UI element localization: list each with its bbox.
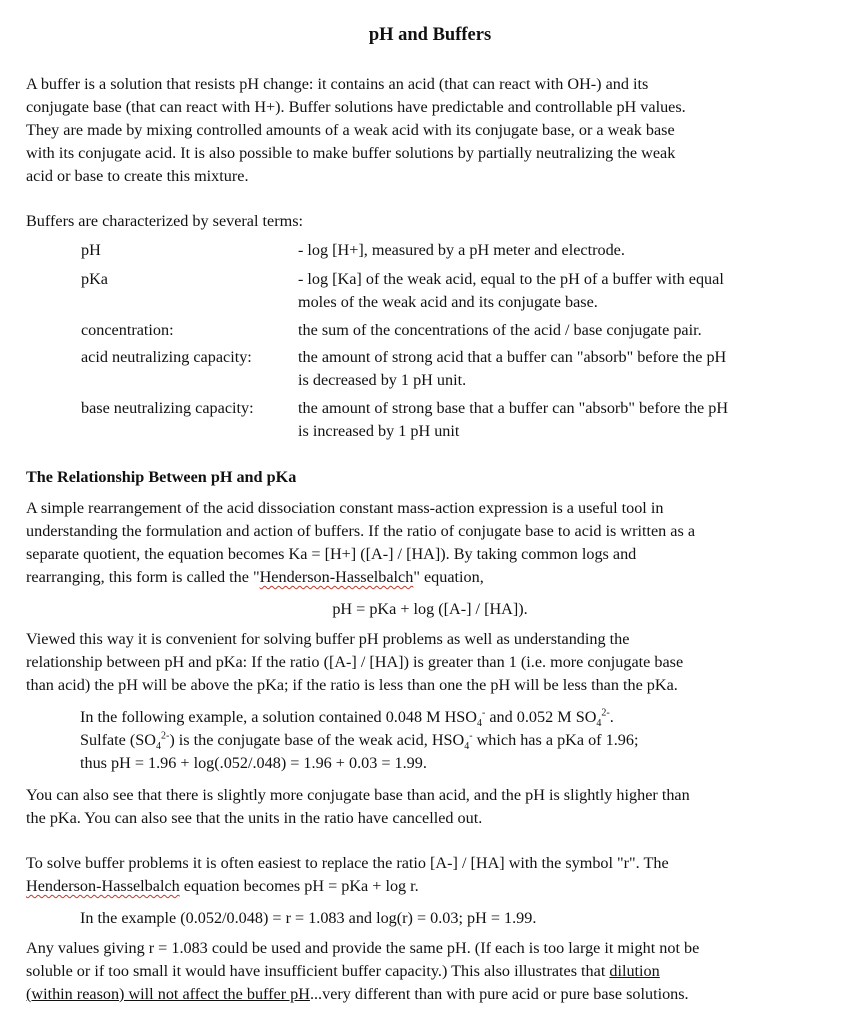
also-line: You can also see that there is slightly more conjugate base than acid, and the pH is slightly higher than	[26, 786, 690, 804]
viewed-line: than acid) the pH will be above the pKa; if the ratio is less than one the pH will be less than the pKa.	[26, 676, 678, 694]
term-label: base neutralizing capacity:	[81, 399, 254, 417]
intro-line: acid or base to create this mixture.	[26, 167, 249, 185]
final-line: Any values giving r = 1.083 could be used and provide the same pH. (If each is too large it might not be	[26, 939, 700, 957]
example-line: thus pH = 1.96 + log(.052/.048) = 1.96 + 0.03 = 1.99.	[80, 754, 427, 772]
term-definition-line: moles of the weak acid and its conjugate base.	[298, 293, 598, 311]
intro-line: with its conjugate acid. It is also possible to make buffer solutions by partially neutralizing the weak	[26, 144, 676, 162]
text-segment: " equation,	[413, 568, 484, 586]
also-paragraph	[26, 784, 826, 830]
example-block	[80, 706, 820, 775]
term-definition-line: is decreased by 1 pH unit.	[298, 371, 467, 389]
hh-equation: pH = pKa + log ([A-] / [HA]).	[332, 600, 528, 618]
relationship-paragraph	[26, 497, 826, 589]
term-definition	[298, 268, 798, 314]
text-segment: In the following example, a solution contained 0.048 M HSO	[80, 708, 477, 726]
henderson-hasselbalch-term: Henderson-Hasselbalch	[26, 877, 180, 895]
example-line	[80, 729, 820, 752]
also-line: the pKa. You can also see that the units in the ratio have cancelled out.	[26, 809, 483, 827]
subscript: 4	[464, 741, 470, 753]
term-label: concentration:	[81, 321, 174, 339]
superscript: 2-	[160, 730, 170, 742]
subscript: 4	[476, 718, 482, 730]
subscript: 4	[155, 741, 161, 753]
text-segment: soluble or if too small it would have insufficient buffer capacity.) This also illustrates that	[26, 962, 610, 980]
final-paragraph	[26, 937, 826, 1006]
term-definition-line: the amount of strong base that a buffer can "absorb" before the pH	[298, 399, 729, 417]
example2-line: In the example (0.052/0.048) = r = 1.083 and log(r) = 0.03; pH = 1.99.	[80, 909, 537, 927]
term-definition	[298, 346, 798, 392]
superscript: -	[469, 730, 473, 742]
term-label: pH	[81, 241, 101, 259]
text-segment: which has a pKa of 1.96;	[472, 731, 639, 749]
viewed-line: Viewed this way it is convenient for solving buffer pH problems as well as understanding the	[26, 630, 630, 648]
text-segment: Sulfate (SO	[80, 731, 156, 749]
final-line	[26, 983, 826, 1006]
relationship-line: understanding the formulation and action of buffers. If the ratio of conjugate base to acid is written as a	[26, 522, 696, 540]
solve-line	[26, 875, 826, 898]
solve-line: To solve buffer problems it is often easiest to replace the ratio [A-] / [HA] with the symbol "r". The	[26, 854, 669, 872]
relationship-line: separate quotient, the equation becomes Ka = [H+] ([A-] / [HA]). By taking common logs and	[26, 545, 637, 563]
relationship-line	[26, 566, 826, 589]
intro-line: conjugate base (that can react with H+). Buffer solutions have predictable and controllable pH values.	[26, 98, 686, 116]
superscript: 2-	[601, 707, 610, 719]
subscript: 4	[596, 718, 602, 730]
terms-intro: Buffers are characterized by several terms:	[26, 212, 303, 230]
underlined-text: (within reason) will not affect the buffer pH	[26, 985, 310, 1003]
text-segment: equation becomes pH = pKa + log r.	[179, 877, 419, 895]
text-segment: ...very different than with pure acid or pure base solutions.	[309, 985, 689, 1003]
term-definition	[298, 397, 798, 443]
underlined-text: dilution	[609, 962, 660, 980]
text-segment: ) is the conjugate base of the weak acid, HSO	[169, 731, 465, 749]
superscript: -	[481, 707, 486, 719]
intro-paragraph	[26, 73, 826, 188]
solve-paragraph	[26, 852, 826, 898]
term-definition-line: - log [Ka] of the weak acid, equal to the pH of a buffer with equal	[298, 270, 724, 288]
term-label: acid neutralizing capacity:	[81, 348, 252, 366]
intro-line: A buffer is a solution that resists pH change: it contains an acid (that can react with OH-) and its	[26, 75, 649, 93]
term-definition: - log [H+], measured by a pH meter and electrode.	[298, 241, 625, 259]
henderson-hasselbalch-term: Henderson-Hasselbalch	[259, 568, 414, 586]
term-definition-line: is increased by 1 pH unit	[298, 422, 460, 440]
viewed-paragraph	[26, 628, 826, 697]
intro-line: They are made by mixing controlled amounts of a weak acid with its conjugate base, or a weak base	[26, 121, 675, 139]
term-definition: the sum of the concentrations of the acid / base conjugate pair.	[298, 321, 702, 339]
section-heading: The Relationship Between pH and pKa	[26, 468, 297, 486]
term-definition-line: the amount of strong acid that a buffer can "absorb" before the pH	[298, 348, 727, 366]
term-label: pKa	[81, 270, 108, 288]
text-segment: rearranging, this form is called the "	[26, 568, 260, 586]
final-line	[26, 960, 826, 983]
relationship-line: A simple rearrangement of the acid dissociation constant mass-action expression is a useful tool in	[26, 499, 664, 517]
viewed-line: relationship between pH and pKa: If the ratio ([A-] / [HA]) is greater than 1 (i.e. more conjugate base	[26, 653, 684, 671]
page-title: pH and Buffers	[368, 25, 492, 45]
text-segment: and 0.052 M SO	[485, 708, 597, 726]
example-line: In the following example, a solution contained 0.048 M $HSO_4^-$ and 0.052 M $SO_4^{2-}$.	[80, 707, 614, 730]
